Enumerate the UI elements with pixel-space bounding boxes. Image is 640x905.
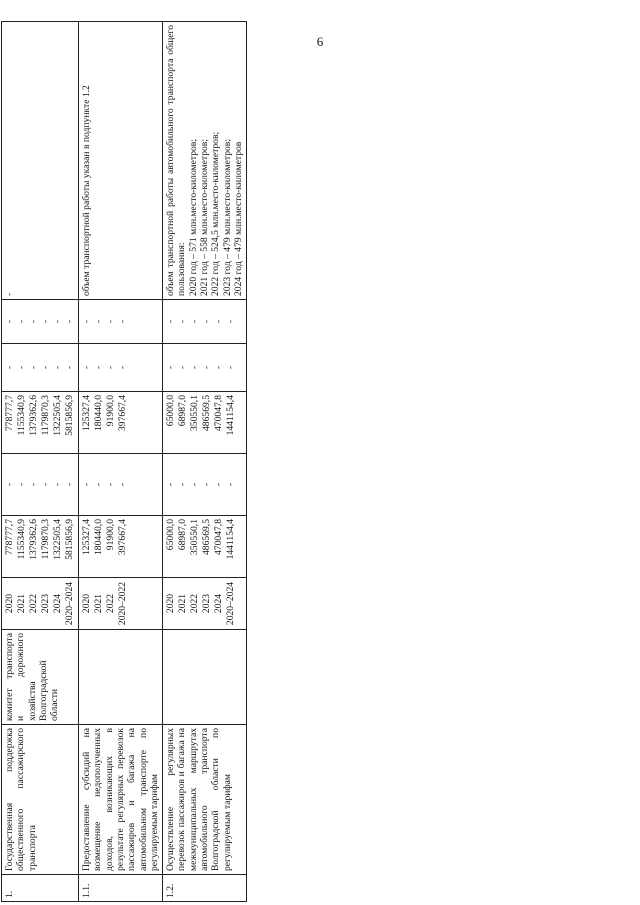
row-federal (1, 454, 78, 516)
row-extrabudget-value: - (92, 319, 104, 324)
table-body (0, 21, 247, 901)
result-line: 2022 год – 524,5 млн.место-километров; (210, 131, 222, 296)
row-total-value: 91900,0 (104, 519, 116, 551)
row-local (163, 344, 247, 392)
row-extrabudget-value: - (116, 319, 128, 324)
row-federal-value: - (3, 482, 15, 487)
row-extrabudget-value: - (63, 319, 75, 324)
row-local-value: - (80, 365, 92, 370)
row-federal-value: - (80, 482, 92, 487)
row-years-value: 2023 (201, 593, 213, 614)
row-local-value: - (63, 365, 75, 370)
row-total-value: 65000,0 (165, 519, 177, 551)
row-regional-value: 1441154,4 (225, 395, 237, 436)
row-regional-value: 91900,0 (104, 395, 116, 427)
row-years-value: 2020 (80, 593, 92, 614)
row-years-value: 2024 (213, 593, 225, 614)
row-extrabudget-value: - (51, 319, 63, 324)
row-total-value: 125327,4 (80, 519, 92, 555)
row-total-value: 180440,0 (92, 519, 104, 555)
row-total-value: 1155340,9 (15, 519, 27, 560)
row-responsible (78, 630, 162, 725)
row-local-value: - (225, 365, 237, 370)
row-total-value: 1179870,3 (39, 519, 51, 560)
row-total (78, 516, 162, 578)
row-years-value: 2020 (165, 593, 177, 614)
row-regional-value: 486569,5 (201, 395, 213, 431)
row-local-value: - (39, 365, 51, 370)
row-extrabudget-value: - (225, 319, 237, 324)
rotated-table-container (0, 22, 395, 902)
row-federal-value: - (92, 482, 104, 487)
row-local-value: - (15, 365, 27, 370)
row-extrabudget-value: - (177, 319, 189, 324)
row-total-value: 778777,7 (3, 519, 15, 555)
row-local (1, 344, 78, 392)
row-total-value: 397667,4 (116, 519, 128, 555)
row-regional-value: 1322505,4 (51, 395, 63, 436)
row-total-value: 1441154,4 (225, 519, 237, 560)
row-federal-value: - (165, 482, 177, 487)
result-line: 2021 год – 558 млн.место-километров; (199, 139, 211, 296)
result-line: 2023 год – 479 млн.место-километров; (221, 139, 233, 296)
row-num: 1.1. (78, 875, 162, 902)
row-regional-value: 397667,4 (116, 395, 128, 431)
row-local-value: - (116, 365, 128, 370)
row-local-value: - (3, 365, 15, 370)
row-extrabudget-value: - (15, 319, 27, 324)
row-regional-value: 1155340,9 (15, 395, 27, 436)
row-federal-value: - (201, 482, 213, 487)
row-years (1, 578, 78, 630)
row-total-value: 470047,8 (213, 519, 225, 555)
row-federal-value: - (116, 482, 128, 487)
row-federal-value: - (39, 482, 51, 487)
row-years-value: 2020–2022 (116, 581, 128, 626)
row-years-value: 2022 (27, 593, 39, 614)
row-local-value: - (104, 365, 116, 370)
row-years (163, 578, 247, 630)
row-federal-value: - (189, 482, 201, 487)
row-name: Осуществление регулярных перевозок пассажиров и багажа на межмуниципальных маршрутах автомобильного транспорта Волгоградской области по регулируемым тарифам (163, 725, 247, 875)
row-regional-value: 1379362,6 (27, 395, 39, 436)
row-years-value: 2021 (15, 593, 27, 614)
table-row (163, 21, 247, 901)
row-federal-value: - (177, 482, 189, 487)
row-local-value: - (165, 365, 177, 370)
row-extrabudget-value: - (3, 319, 15, 324)
row-years-value: 2021 (177, 593, 189, 614)
program-table (0, 21, 247, 902)
row-extrabudget-value: - (165, 319, 177, 324)
row-federal-value: - (104, 482, 116, 487)
result-line: 2020 год – 571 млн.место-километров; (187, 139, 199, 296)
row-extrabudget-value: - (213, 319, 225, 324)
row-extrabudget (78, 299, 162, 343)
row-extrabudget-value: - (27, 319, 39, 324)
row-extrabudget (163, 299, 247, 343)
table-row (78, 21, 162, 901)
table-row (1, 21, 78, 901)
row-regional-value: 5815856,9 (63, 395, 75, 436)
row-years-value: 2022 (189, 593, 201, 614)
row-responsible (163, 630, 247, 725)
row-total-value: 5815856,9 (63, 519, 75, 560)
row-total (163, 516, 247, 578)
row-total-value: 68987,0 (177, 519, 189, 551)
row-federal-value: - (27, 482, 39, 487)
row-regional (1, 392, 78, 454)
row-regional-value: 470047,8 (213, 395, 225, 431)
row-local-value: - (213, 365, 225, 370)
row-regional (163, 392, 247, 454)
row-years-value: 2024 (51, 593, 63, 614)
row-regional-value: 1179870,3 (39, 395, 51, 436)
row-regional (78, 392, 162, 454)
row-years-value: 2023 (39, 593, 51, 614)
row-federal-value: - (63, 482, 75, 487)
result-line: 2024 год – 479 млн.место-километров (233, 141, 245, 296)
row-years-value: 2020–2024 (225, 581, 237, 626)
row-extrabudget-value: - (80, 319, 92, 324)
row-extrabudget (1, 299, 78, 343)
row-results (1, 21, 78, 299)
row-federal-value: - (213, 482, 225, 487)
row-name: Предоставление субсидий на возмещение недополученных доходов, возникающих в результате регулярных перевозок пассажиров и багажа на автомобильном транспорте по регулируемым тарифам (78, 725, 162, 875)
row-regional-value: 778777,7 (3, 395, 15, 431)
row-local-value: - (201, 365, 213, 370)
row-federal-value: - (225, 482, 237, 487)
row-federal (163, 454, 247, 516)
row-extrabudget-value: - (201, 319, 213, 324)
row-responsible: комитет транспорта и дорожного хозяйства Волгоградской области (1, 630, 78, 725)
result-line: - (3, 292, 15, 296)
row-total-value: 350550,1 (189, 519, 201, 555)
row-local-value: - (177, 365, 189, 370)
row-federal-value: - (51, 482, 63, 487)
row-total (1, 516, 78, 578)
row-extrabudget-value: - (189, 319, 201, 324)
row-extrabudget-value: - (104, 319, 116, 324)
row-local-value: - (92, 365, 104, 370)
row-regional-value: 350550,1 (189, 395, 201, 431)
row-results (78, 21, 162, 299)
row-regional-value: 125327,4 (80, 395, 92, 431)
row-local-value: - (51, 365, 63, 370)
row-years (78, 578, 162, 630)
row-federal (78, 454, 162, 516)
row-local-value: - (27, 365, 39, 370)
row-regional-value: 65000,0 (165, 395, 177, 427)
row-num: 1.2. (163, 875, 247, 902)
result-line: объем транспортной работы указан в подпункте 1.2 (80, 85, 92, 296)
row-local-value: - (189, 365, 201, 370)
row-years-value: 2022 (104, 593, 116, 614)
row-federal-value: - (15, 482, 27, 487)
row-num: 1. (1, 875, 78, 902)
row-local (78, 344, 162, 392)
row-years-value: 2020 (3, 593, 15, 614)
row-total-value: 1379362,6 (27, 519, 39, 560)
row-results (163, 21, 247, 299)
row-total-value: 1322505,4 (51, 519, 63, 560)
row-regional-value: 68987,0 (177, 395, 189, 427)
row-years-value: 2020–2024 (63, 581, 75, 626)
result-line: объем транспортной работы автомобильного транспорта общего пользования: (165, 24, 188, 296)
row-extrabudget-value: - (39, 319, 51, 324)
row-years-value: 2021 (92, 593, 104, 614)
row-regional-value: 180440,0 (92, 395, 104, 431)
row-total-value: 486569,5 (201, 519, 213, 555)
row-name: Государственная поддержка общественного пассажирского транспорта (1, 725, 78, 875)
page-number: 6 (316, 34, 324, 49)
